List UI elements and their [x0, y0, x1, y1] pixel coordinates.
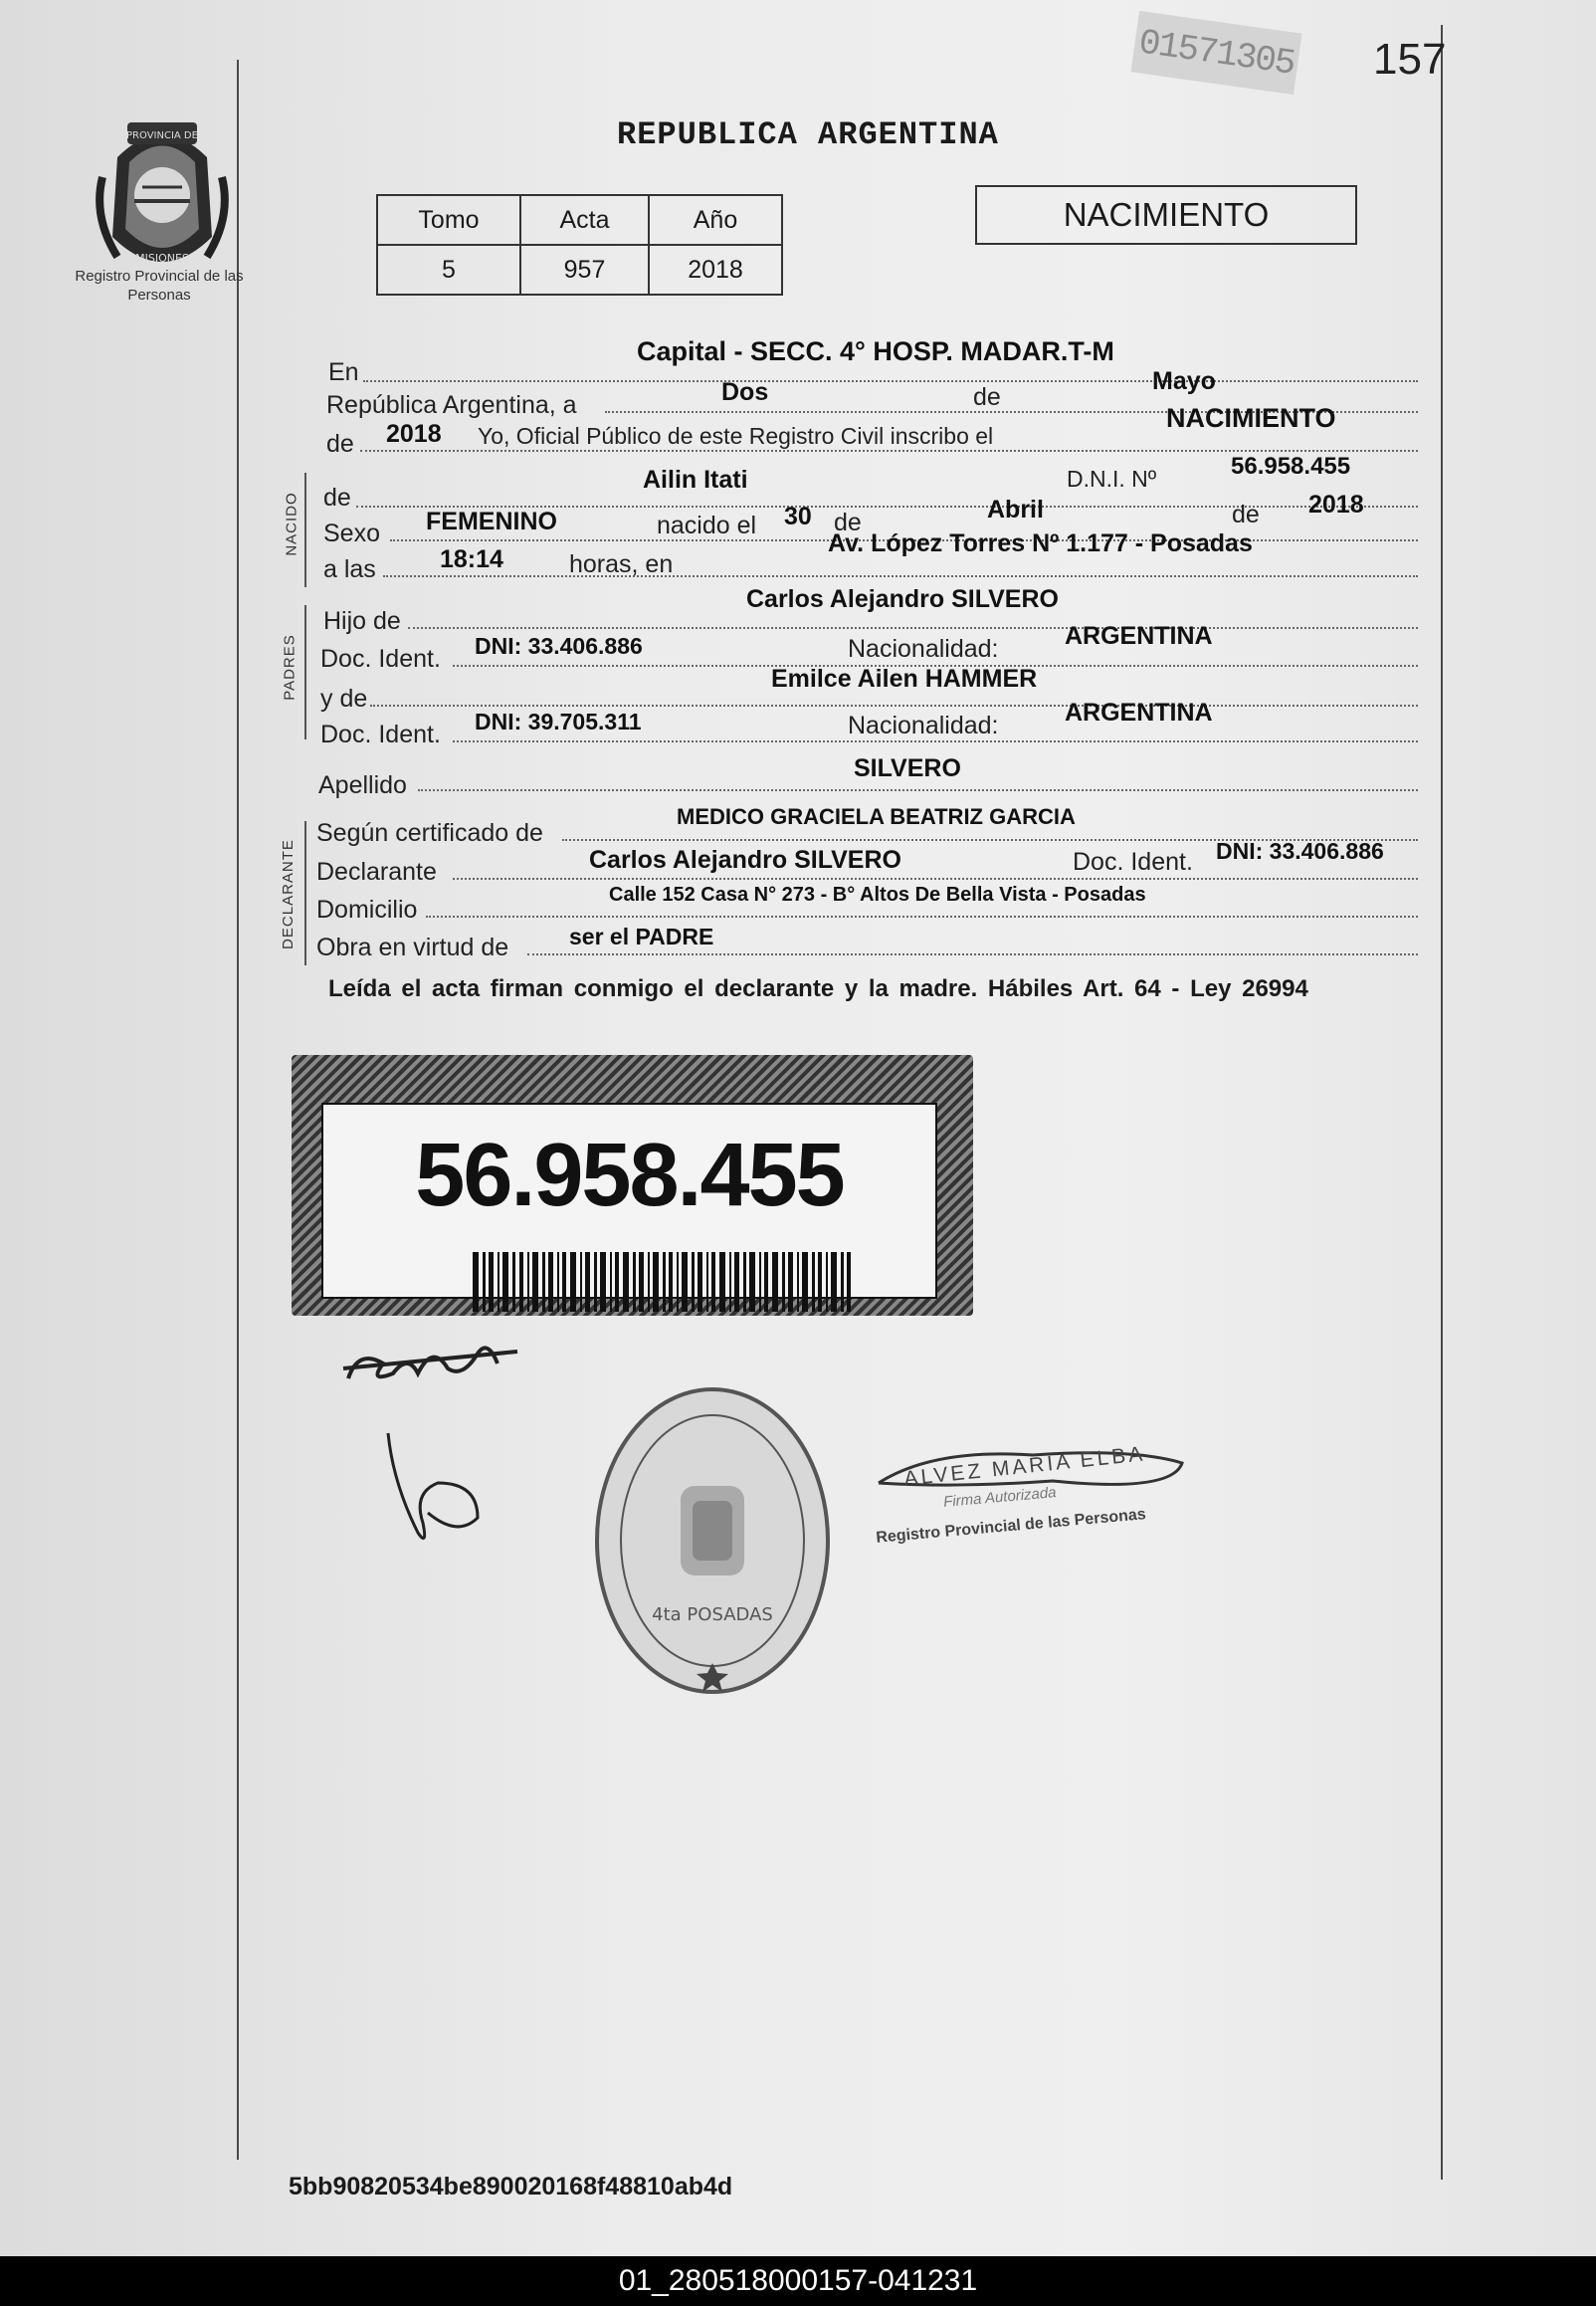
- birth-place: Av. López Torres Nº 1.177 - Posadas: [828, 529, 1253, 557]
- dni-sticker: [292, 1055, 973, 1316]
- ano-header: Año: [649, 195, 782, 245]
- closing-statement: Leída el acta firman conmigo el declarante y la madre. Hábiles Art. 64 - Ley 26994: [328, 975, 1308, 1002]
- sexo-label: Sexo: [323, 520, 380, 547]
- declarant-address: Calle 152 Casa N° 273 - B° Altos De Bella Vista - Posadas: [609, 884, 1146, 906]
- declarante-label: Declarante: [316, 858, 437, 886]
- de-label-2: de: [326, 430, 354, 458]
- birth-month: Abril: [987, 496, 1044, 524]
- stamp-number: 01571305: [1130, 11, 1301, 95]
- father-nationality: ARGENTINA: [1065, 622, 1213, 650]
- republica-label: República Argentina, a: [326, 391, 577, 419]
- y-de-label: y de: [320, 685, 368, 713]
- record-day: Dos: [721, 378, 769, 406]
- tomo-acta-ano-table: [376, 194, 783, 296]
- certificate-issuer: MEDICO GRACIELA BEATRIZ GARCIA: [677, 804, 1076, 829]
- en-label: En: [328, 358, 359, 386]
- officer-stamp: [874, 1443, 1192, 1563]
- document-title: REPUBLICA ARGENTINA: [617, 116, 999, 153]
- svg-text:4ta POSADAS: 4ta POSADAS: [652, 1604, 773, 1625]
- declarant-signature-icon: [378, 1423, 498, 1553]
- declarant-doc: DNI: 33.406.886: [1216, 838, 1384, 864]
- hijo-de-label: Hijo de: [323, 607, 401, 635]
- a-las-label: a las: [323, 555, 376, 583]
- record-year: 2018: [386, 420, 442, 448]
- birth-time: 18:14: [440, 545, 503, 573]
- declarant-doc-label: Doc. Ident.: [1073, 848, 1193, 876]
- domicilio-label: Domicilio: [316, 896, 418, 924]
- birth-year: 2018: [1308, 491, 1364, 519]
- birth-day: 30: [784, 503, 812, 530]
- place-of-record: Capital - SECC. 4° HOSP. MADAR.T-M: [637, 336, 1114, 366]
- registry-label: Registro Provincial de las Personas: [75, 268, 244, 304]
- obra-label: Obra en virtud de: [316, 934, 509, 961]
- province-crest-icon: [88, 117, 237, 277]
- record-type-value: NACIMIENTO: [1166, 403, 1336, 433]
- section-nacido: NACIDO: [283, 492, 300, 556]
- de-label-1: de: [973, 383, 1001, 411]
- official-seal-icon: [589, 1381, 836, 1700]
- horas-label: horas, en: [569, 550, 674, 578]
- tomo-value: 5: [377, 245, 520, 295]
- ano-value: 2018: [649, 245, 782, 295]
- mother-doc: DNI: 39.705.311: [475, 709, 642, 734]
- oficial-text: Yo, Oficial Público de este Registro Civil inscribo el: [478, 423, 994, 449]
- surname-value: SILVERO: [854, 754, 961, 782]
- declarant-role: ser el PADRE: [569, 924, 714, 949]
- barcode-icon: [473, 1252, 851, 1312]
- section-padres: PADRES: [281, 634, 299, 701]
- tomo-header: Tomo: [377, 195, 520, 245]
- nacido-el-label: nacido el: [657, 512, 757, 539]
- certificado-label: Según certificado de: [316, 819, 543, 847]
- apellido-label: Apellido: [318, 771, 407, 799]
- right-margin-line: [1441, 25, 1443, 2180]
- mother-name: Emilce Ailen HAMMER: [771, 665, 1038, 693]
- child-name: Ailin Itati: [643, 466, 748, 494]
- mother-nationality-label: Nacionalidad:: [848, 712, 999, 739]
- sticker-dni-number: 56.958.455: [415, 1126, 844, 1225]
- footer-id-bar: 01_280518000157-041231: [0, 2256, 1596, 2306]
- acta-header: Acta: [520, 195, 649, 245]
- crest-caption: PROVINCIA DE: [126, 130, 198, 141]
- officer-title: Firma Autorizada: [942, 1484, 1058, 1511]
- svg-text:MISIONES: MISIONES: [135, 252, 189, 265]
- father-name: Carlos Alejandro SILVERO: [746, 585, 1059, 613]
- mother-doc-label: Doc. Ident.: [320, 721, 441, 748]
- declarant-name: Carlos Alejandro SILVERO: [589, 846, 901, 874]
- officer-registry: Registro Provincial de las Personas: [875, 1506, 1147, 1547]
- record-month: Mayo: [1152, 367, 1216, 395]
- officer-name: ALVEZ MARIA ELBA: [902, 1442, 1147, 1491]
- nacido-de-2: de: [1232, 501, 1260, 528]
- dni-label: D.N.I. Nº: [1067, 466, 1157, 492]
- father-doc-label: Doc. Ident.: [320, 645, 441, 673]
- child-dni: 56.958.455: [1231, 453, 1351, 480]
- record-type-box: NACIMIENTO: [975, 185, 1357, 245]
- page-number: 157: [1373, 35, 1447, 84]
- left-margin-line: [237, 60, 239, 2160]
- child-sex: FEMENINO: [426, 508, 557, 535]
- section-declarante: DECLARANTE: [280, 839, 297, 949]
- acta-value: 957: [520, 245, 649, 295]
- mother-nationality: ARGENTINA: [1065, 699, 1213, 727]
- father-doc: DNI: 33.406.886: [475, 633, 643, 659]
- father-nationality-label: Nacionalidad:: [848, 635, 999, 663]
- official-signature-icon: [338, 1324, 537, 1403]
- nacido-de-1: de: [834, 509, 862, 536]
- nacido-de-label: de: [323, 484, 351, 512]
- document-hash: 5bb90820534be890020168f48810ab4d: [289, 2173, 733, 2201]
